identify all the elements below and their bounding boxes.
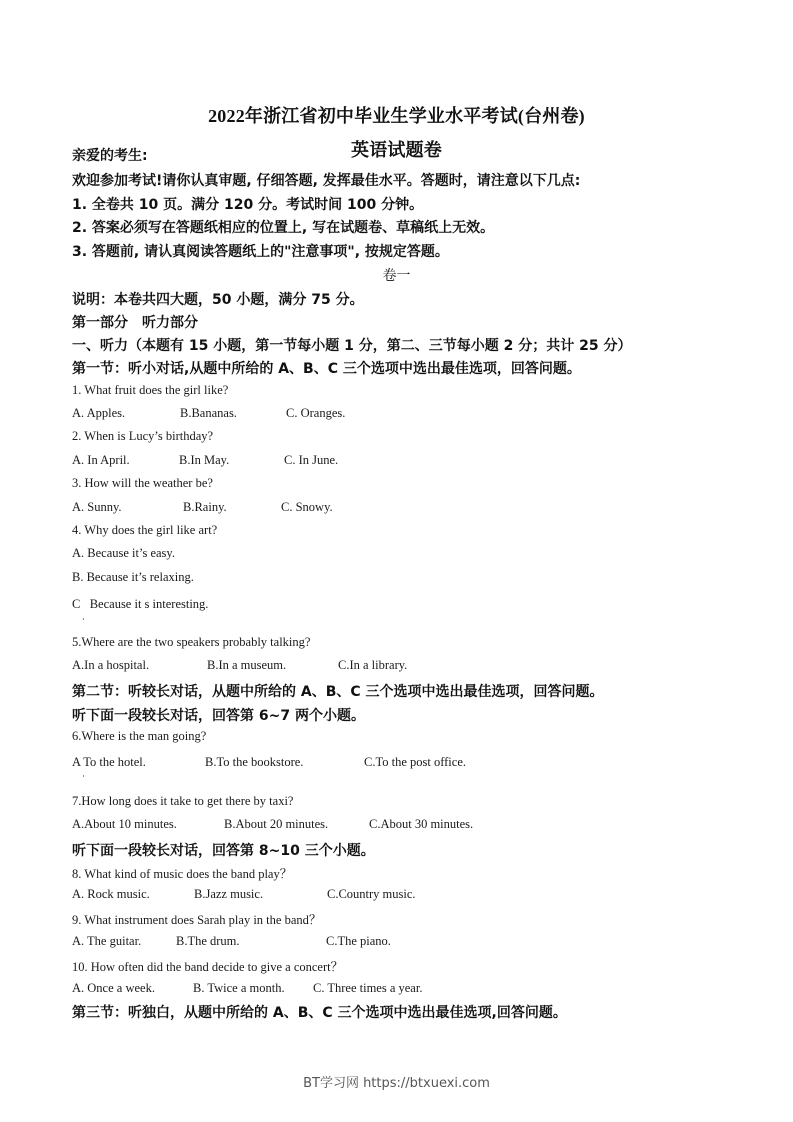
option-a: A. Sunny. xyxy=(72,500,122,514)
question-3: 3. How will the weather be? xyxy=(72,476,213,490)
question-6: 6.Where is the man going? xyxy=(72,729,207,743)
question-1: 1. What fruit does the girl like? xyxy=(72,383,229,397)
part-heading: 第一部分 听力部分 xyxy=(72,315,198,331)
question-4: 4. Why does the girl like art? xyxy=(72,523,218,537)
question-8: 8. What kind of music does the band play？ xyxy=(72,867,293,881)
exam-subtitle: 英语试题卷 xyxy=(351,140,442,160)
question-7: 7.How long does it take to get there by taxi? xyxy=(72,794,294,808)
option-b: B. Twice a month. xyxy=(193,981,285,995)
option-a: A. Rock music. xyxy=(72,887,150,901)
option-c: C.The piano. xyxy=(326,934,391,948)
option-b: B.In May. xyxy=(179,453,230,467)
question-4-option-a: A. Because it’s easy. xyxy=(72,546,175,560)
instruction-item: 3. 答题前, 请认真阅读答题纸上的"注意事项", 按规定答题。 xyxy=(72,244,449,260)
option-b: B.The drum. xyxy=(176,934,240,948)
section1-heading: 第一节：听小对话,从题中所给的 A、B、C 三个选项中选出最佳选项，回答问题。 xyxy=(72,361,581,377)
question-5: 5.Where are the two speakers probably talking? xyxy=(72,635,311,649)
group2-heading: 听下面一段较长对话，回答第 8~10 三个小题。 xyxy=(72,843,375,859)
option-b: B.In a museum. xyxy=(207,658,287,672)
option-b: B.Bananas. xyxy=(180,406,237,420)
instructions-intro: 欢迎参加考试!请你认真审题, 仔细答题, 发挥最佳水平。答题时，请注意以下几点: xyxy=(72,173,581,189)
instruction-item: 1. 全卷共 10 页。满分 120 分。考试时间 100 分钟。 xyxy=(72,197,424,213)
question-2: 2. When is Lucy’s birthday? xyxy=(72,429,214,443)
option-b: B.Jazz music. xyxy=(194,887,264,901)
instruction-item: 2. 答案必须写在答题纸相应的位置上, 写在试题卷、草稿纸上无效。 xyxy=(72,220,495,236)
question-10: 10. How often did the band decide to give a concert？ xyxy=(72,960,344,974)
option-c: C. Three times a year. xyxy=(313,981,423,995)
footer-watermark: BT学习网 https://btxuexi.com xyxy=(303,1076,490,1091)
option-a: A. The guitar. xyxy=(72,934,142,948)
option-c: C.Country music. xyxy=(327,887,416,901)
option-c: C. Snowy. xyxy=(281,500,333,514)
volume-note: 说明：本卷共四大题，50 小题，满分 75 分。 xyxy=(72,292,364,308)
option-c: C.In a library. xyxy=(338,658,408,672)
question-4-option-c: C Because it s interesting. xyxy=(72,597,209,611)
volume-label: 卷一 xyxy=(382,268,411,284)
listening-section-header: 一、听力（本题有 15 小题，第一节每小题 1 分，第二、三节每小题 2 分；共计 25 分） xyxy=(72,338,632,354)
stray-mark xyxy=(83,775,84,777)
section3-heading: 第三节：听独白，从题中所给的 A、B、C 三个选项中选出最佳选项,回答问题。 xyxy=(72,1005,567,1021)
greeting: 亲爱的考生: xyxy=(72,148,148,164)
option-c: C. In June. xyxy=(284,453,339,467)
option-a: A To the hotel. xyxy=(72,755,146,769)
option-b: B.To the bookstore. xyxy=(205,755,304,769)
option-a: A. Once a week. xyxy=(72,981,155,995)
option-a: A.In a hospital. xyxy=(72,658,150,672)
option-b: B.About 20 minutes. xyxy=(224,817,329,831)
group1-heading: 听下面一段较长对话，回答第 6~7 两个小题。 xyxy=(72,708,365,724)
question-9: 9. What instrument does Sarah play in the band？ xyxy=(72,913,322,927)
option-c: C.About 30 minutes. xyxy=(369,817,474,831)
option-c: C.To the post office. xyxy=(364,755,467,769)
section2-heading: 第二节：听较长对话，从题中所给的 A、B、C 三个选项中选出最佳选项，回答问题。 xyxy=(72,684,604,700)
option-a: A. In April. xyxy=(72,453,130,467)
option-c: C. Oranges. xyxy=(286,406,346,420)
exam-title: 2022年浙江省初中毕业生学业水平考试(台州卷) xyxy=(208,106,585,126)
option-b: B.Rainy. xyxy=(183,500,227,514)
option-a: A. Apples. xyxy=(72,406,126,420)
question-4-option-b: B. Because it’s relaxing. xyxy=(72,570,194,584)
stray-mark xyxy=(83,618,84,620)
option-a: A.About 10 minutes. xyxy=(72,817,177,831)
